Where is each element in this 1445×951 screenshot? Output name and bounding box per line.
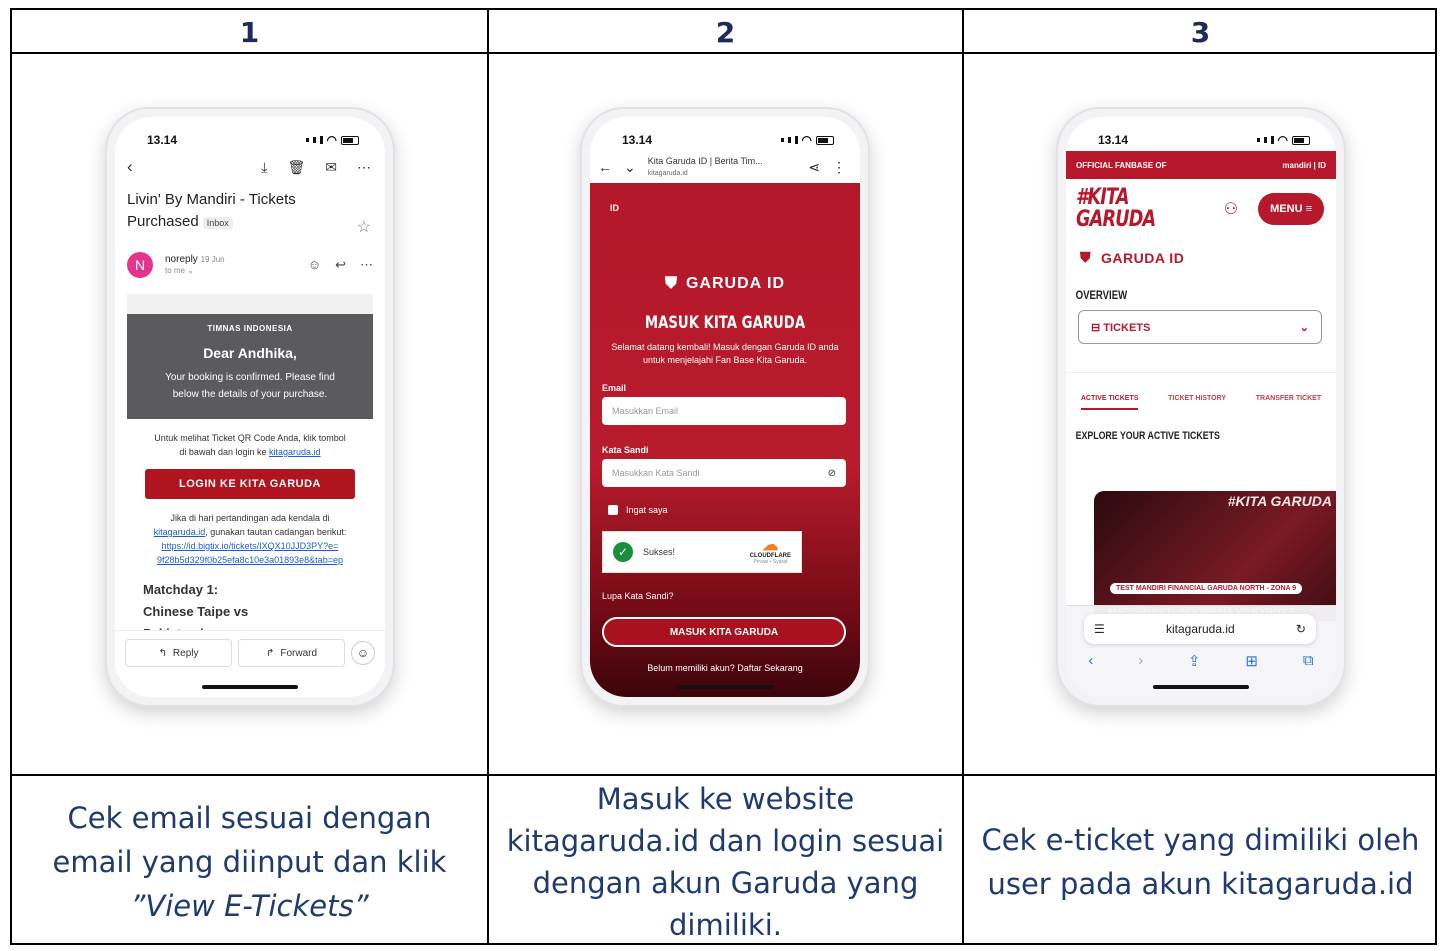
match-line: Chinese Taipe vs xyxy=(143,604,249,619)
register-link[interactable]: Belum memiliki akun? Daftar Sekarang xyxy=(647,663,803,673)
chevron-down-icon: ⌄ xyxy=(1299,321,1309,334)
caption-line: email yang diinput dan klik xyxy=(52,844,447,879)
email-screen xyxy=(115,117,385,697)
language-id[interactable]: ID xyxy=(610,203,619,213)
explore-heading: EXPLORE YOUR ACTIVE TICKETS xyxy=(1075,430,1220,442)
caption-divider xyxy=(12,774,1435,776)
back-icon[interactable]: ‹ xyxy=(1088,652,1094,669)
menu-button[interactable]: MENU ≡ xyxy=(1258,193,1324,225)
fanbase-strip xyxy=(1066,151,1336,179)
fanbase-text: OFFICIAL FANBASE OF xyxy=(1076,160,1167,170)
cloud-icon: ☁ xyxy=(762,537,779,554)
home-indicator xyxy=(202,685,298,689)
checkbox[interactable] xyxy=(608,505,618,515)
forward-button[interactable] xyxy=(238,639,345,667)
logo-text: GARUDA ID xyxy=(1101,249,1185,266)
phone-login xyxy=(580,107,870,707)
page-url: kitagaruda.id xyxy=(647,169,688,177)
signal-icon xyxy=(788,137,791,143)
home-indicator xyxy=(1153,685,1249,689)
email-placeholder: Masukkan Email xyxy=(612,406,679,416)
caption-step-3 xyxy=(964,778,1437,945)
more-icon[interactable]: ⋯ xyxy=(360,257,373,272)
email-banner xyxy=(127,314,373,419)
subtitle-line: Selamat datang kembali! Masuk dengan Garuda ID anda xyxy=(611,342,839,352)
step-number-1: 1 xyxy=(239,15,260,49)
garuda-id-logo xyxy=(590,275,860,293)
tickets-screen xyxy=(1066,117,1336,697)
fallback-text: Jika di hari pertandingan ada kendala di xyxy=(170,513,330,523)
banner-text: Your booking is confirmed. Please find xyxy=(165,372,335,383)
captcha-links[interactable]: Privasi • Syarat xyxy=(753,559,788,565)
kitagaruda-link[interactable]: kitagaruda.id xyxy=(269,447,321,457)
wifi-icon: ◠ xyxy=(801,133,812,147)
ticket-card[interactable] xyxy=(1094,491,1336,621)
ticket-zone-tag: TEST MANDIRI FINANCIAL GARUDA NORTH - ZONA 9 xyxy=(1110,583,1302,594)
kitagaruda-link[interactable]: kitagaruda.id xyxy=(153,527,206,537)
caption-line: kitagaruda.id dan login sesuai xyxy=(506,823,945,858)
status-icons xyxy=(306,133,359,147)
tab-active-tickets[interactable]: ACTIVE TICKETS xyxy=(1081,395,1139,410)
timnas-logo: TIMNAS INDONESIA xyxy=(207,324,293,333)
shield-icon: ⛊ xyxy=(1080,249,1091,265)
reply-bar xyxy=(115,630,385,675)
password-placeholder: Masukkan Kata Sandi xyxy=(612,468,700,478)
phone-email xyxy=(105,107,395,707)
forward-icon[interactable]: › xyxy=(1138,652,1144,669)
wifi-icon: ◠ xyxy=(1277,133,1288,147)
caption-step-1 xyxy=(12,778,487,945)
sender-date: 19 Jun xyxy=(200,255,225,264)
reply-icon[interactable]: ↩ xyxy=(335,257,346,272)
caption-line: Cek email sesuai dengan xyxy=(67,800,432,835)
safari-url-bar[interactable] xyxy=(1084,614,1316,644)
mail-icon[interactable]: ✉ xyxy=(325,158,337,175)
share-icon[interactable]: ⇪ xyxy=(1188,653,1201,670)
sender-row xyxy=(115,234,385,278)
email-subject xyxy=(115,177,385,234)
caption-step-2 xyxy=(489,778,962,945)
email-toolbar xyxy=(115,151,385,177)
tabs-icon[interactable]: ☰ xyxy=(1094,622,1105,636)
archive-icon[interactable]: ⤓ xyxy=(261,158,268,175)
step-number-3: 3 xyxy=(1190,15,1211,49)
avatar: N xyxy=(127,252,153,278)
kebab-menu-icon[interactable]: ⋮ xyxy=(832,158,846,175)
wifi-icon: ◠ xyxy=(326,133,337,147)
emoji-icon[interactable]: ☺ xyxy=(351,641,375,665)
safari-nav xyxy=(1066,652,1336,670)
fallback-text: , gunakan tautan cadangan berikut: xyxy=(205,527,347,537)
battery-icon xyxy=(341,136,359,145)
reply-icon: ↰ xyxy=(158,647,167,659)
tab-transfer-ticket[interactable]: TRANSFER TICKET xyxy=(1255,395,1322,402)
bookmarks-icon[interactable]: ⊞ xyxy=(1245,653,1258,670)
kita-garuda-logo[interactable] xyxy=(1076,187,1155,231)
signal-icon xyxy=(1257,138,1260,142)
brand-line: GARUDA xyxy=(1076,207,1156,232)
back-arrow-icon[interactable]: ← xyxy=(598,159,612,175)
signal-icon xyxy=(306,138,309,142)
inbox-label[interactable]: Inbox xyxy=(203,217,233,229)
login-button[interactable]: MASUK KITA GARUDA xyxy=(602,617,846,647)
sender-name: noreply xyxy=(165,254,198,265)
signal-icon xyxy=(781,138,784,142)
qr-text: di bawah dan login ke xyxy=(179,447,267,457)
caption-line: user pada akun kitagaruda.id xyxy=(987,866,1414,901)
check-icon: ✓ xyxy=(613,542,633,562)
battery-icon xyxy=(1292,136,1310,145)
battery-icon xyxy=(816,136,834,145)
captcha-brand: CLOUDFLARE xyxy=(749,553,791,559)
garuda-id-logo xyxy=(1066,231,1336,266)
forward-label: Forward xyxy=(280,647,318,659)
password-field[interactable] xyxy=(602,459,846,487)
status-time: 13.14 xyxy=(622,133,653,147)
tab-ticket-history[interactable]: TICKET HISTORY xyxy=(1168,395,1227,402)
more-icon[interactable]: ⋯ xyxy=(357,158,371,175)
phone-tickets xyxy=(1056,107,1346,707)
status-time: 13.14 xyxy=(1098,133,1129,147)
ticket-icon: ⊟ xyxy=(1091,321,1101,334)
trash-icon[interactable]: 🗑 xyxy=(287,158,306,175)
home-indicator xyxy=(677,685,773,689)
subject-line: Purchased xyxy=(127,213,199,230)
login-panel xyxy=(590,183,860,697)
eye-off-icon[interactable]: ⊘ xyxy=(827,467,836,479)
email-body xyxy=(127,294,373,419)
star-icon[interactable]: ☆ xyxy=(356,219,371,236)
caption-line: Cek e-ticket yang dimiliki oleh xyxy=(981,822,1420,857)
browser-url[interactable] xyxy=(648,156,797,179)
status-bar xyxy=(590,117,860,151)
backup-link[interactable]: 9f28b5d329f0b25efa8c10e3a01893e8&tab=ep xyxy=(157,555,343,565)
login-subtitle xyxy=(604,341,846,367)
remember-me-checkbox[interactable] xyxy=(608,505,668,515)
forward-icon: ↱ xyxy=(265,647,275,659)
emoji-icon[interactable]: ☺ xyxy=(307,257,322,272)
select-value: TICKETS xyxy=(1103,321,1151,334)
recipient[interactable]: to me ⌄ xyxy=(165,266,194,275)
login-title: MASUK KITA GARUDA xyxy=(644,313,806,333)
step-number-2: 2 xyxy=(715,15,736,49)
login-kita-garuda-button[interactable]: LOGIN KE KITA GARUDA xyxy=(145,469,355,499)
remember-label: Ingat saya xyxy=(626,505,668,515)
caption-line: Masuk ke website xyxy=(596,781,855,816)
reload-icon[interactable]: ↻ xyxy=(1295,622,1306,636)
email-label: Email xyxy=(602,383,627,393)
safari-url: kitagaruda.id xyxy=(1165,622,1235,636)
signal-icon xyxy=(795,136,798,144)
reply-label: Reply xyxy=(172,647,199,659)
caption-line: ”View E-Tickets” xyxy=(130,888,369,923)
section-select[interactable] xyxy=(1078,310,1322,344)
email-content xyxy=(115,419,385,567)
sponsor-text[interactable]: mandiri | ID xyxy=(1282,160,1326,170)
cloudflare-captcha[interactable] xyxy=(602,531,802,573)
logo-text: GARUDA ID xyxy=(685,275,786,292)
status-bar xyxy=(115,117,385,151)
greeting: Dear Andhika, xyxy=(203,345,297,361)
page-title: Kita Garuda ID | Berita Tim... xyxy=(647,155,763,166)
email-field[interactable] xyxy=(602,397,846,425)
qr-text: Untuk melihat Ticket QR Code Anda, klik tombol xyxy=(154,433,346,443)
cloudflare-logo xyxy=(750,539,791,565)
signal-icon xyxy=(1264,137,1267,143)
login-screen xyxy=(590,117,860,697)
safari-toolbar xyxy=(1066,605,1336,697)
instruction-table xyxy=(10,8,1437,945)
caption-line: dimiliki. xyxy=(669,907,782,942)
signal-icon xyxy=(320,136,323,144)
site-header xyxy=(1066,179,1336,231)
match-line: Matchday 1: xyxy=(143,582,219,597)
brand-line: #KITA xyxy=(1076,185,1129,210)
banner-text: below the details of your purchase. xyxy=(172,389,328,400)
password-label: Kata Sandi xyxy=(602,445,649,455)
backup-link[interactable]: https://id.bigtix.io/tickets/IXQX10JJD3PY?e= xyxy=(161,541,339,551)
back-icon[interactable]: ‹ xyxy=(127,157,133,176)
signal-icon xyxy=(1271,136,1274,144)
status-bar xyxy=(1066,117,1336,151)
signal-icon xyxy=(313,137,316,143)
ticket-tabs xyxy=(1066,372,1336,410)
overview-label: OVERVIEW xyxy=(1075,288,1128,302)
share-icon[interactable]: ⋖ xyxy=(808,158,820,175)
user-icon[interactable]: ⚇ xyxy=(1223,201,1239,218)
sender-info xyxy=(165,254,308,276)
subject-line: Livin' By Mandiri - Tickets xyxy=(127,191,296,208)
captcha-status: Sukses! xyxy=(643,547,676,557)
shield-icon: ⛊ xyxy=(664,275,678,292)
subtitle-line: untuk menjelajahi Fan Base Kita Garuda. xyxy=(642,355,808,365)
chevron-down-icon[interactable]: ⌄ xyxy=(624,158,636,175)
reply-button[interactable] xyxy=(125,639,232,667)
caption-line: dengan akun Garuda yang xyxy=(532,865,919,900)
forgot-password-link[interactable]: Lupa Kata Sandi? xyxy=(602,591,674,601)
tabs-overview-icon[interactable]: ⧉ xyxy=(1302,652,1314,669)
browser-toolbar xyxy=(590,151,860,183)
status-time: 13.14 xyxy=(147,133,178,147)
ticket-brand: #KITA GARUDA xyxy=(1227,493,1332,509)
